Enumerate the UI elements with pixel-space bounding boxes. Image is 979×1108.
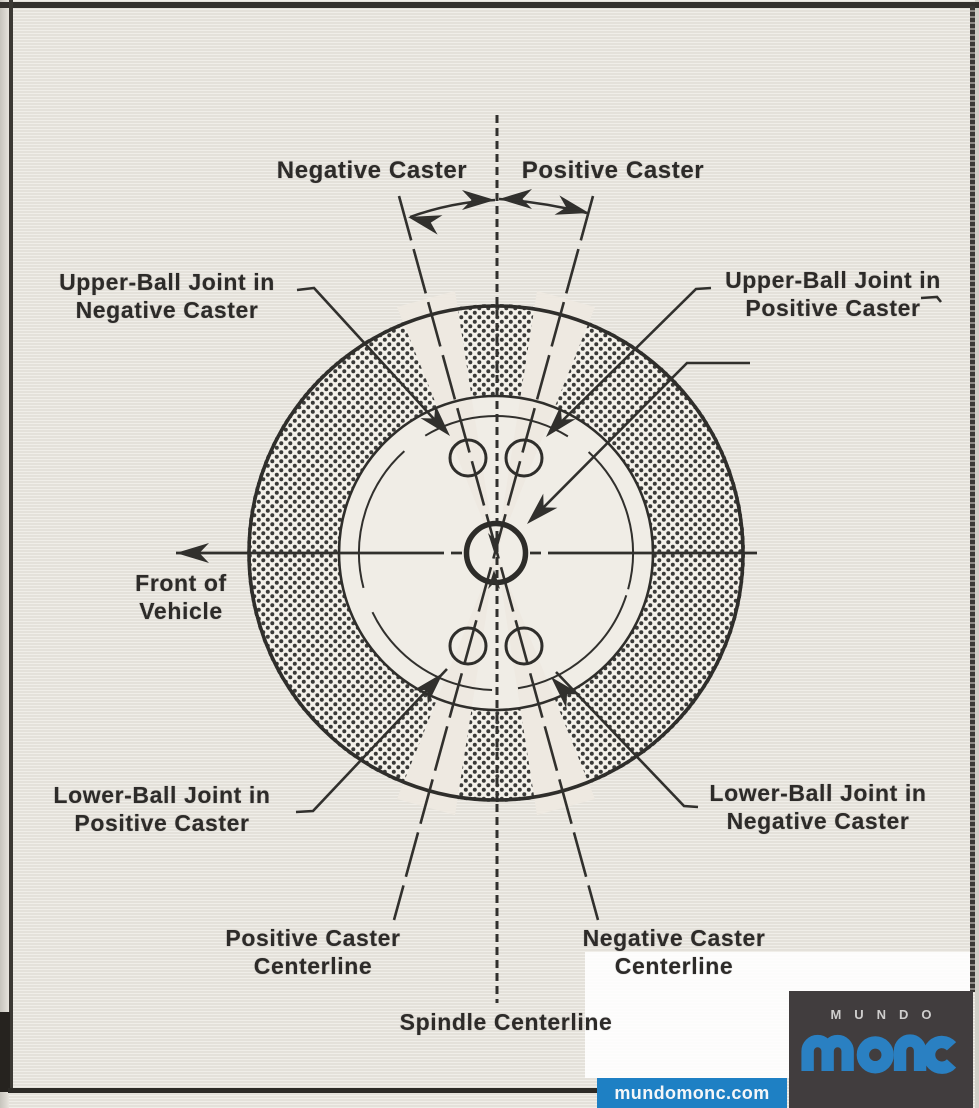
- label-upper-right-line1: Upper-Ball Joint in: [725, 267, 941, 293]
- label-front-line2: Vehicle: [139, 598, 223, 624]
- monc-letter-o: [863, 1042, 888, 1067]
- label-lower-left-line2: Positive Caster: [74, 810, 250, 836]
- label-lower-right-line2: Negative Caster: [726, 808, 910, 834]
- page-border-top: [0, 2, 979, 8]
- label-upper-left-line2: Negative Caster: [75, 297, 259, 323]
- label-lower-left: [53, 781, 270, 837]
- label-positive-caster-centerline: [225, 924, 400, 980]
- label-upper-right: [725, 266, 941, 322]
- mundomonc-url-bar: [597, 1078, 787, 1108]
- label-lower-left-line1: Lower-Ball Joint in: [53, 782, 271, 808]
- page-left-edge: [0, 0, 9, 1108]
- label-negative-caster: Negative Caster: [276, 157, 468, 184]
- page-border-left-thick: [0, 1012, 10, 1092]
- arc-arrow-inner-right: [499, 189, 532, 209]
- mundomonc-url-text: mundomonc.com: [614, 1082, 770, 1103]
- arc-arrow-inner-left: [462, 190, 495, 210]
- monc-letter-c: [929, 1042, 951, 1068]
- label-upper-left: [59, 268, 275, 324]
- label-spindle-centerline: Spindle Centerline: [399, 1009, 613, 1035]
- page-border-right: [970, 6, 975, 992]
- monc-logotype: [800, 1027, 962, 1077]
- logo-wordmark-mundo: MUNDO: [830, 1007, 945, 1022]
- label-upper-right-line2: Positive Caster: [745, 295, 921, 321]
- monc-letter-m: [808, 1041, 848, 1071]
- page-border-bottom: [8, 1088, 598, 1093]
- label-lower-right-line1: Lower-Ball Joint in: [709, 780, 927, 806]
- label-negative-caster-centerline: [583, 924, 766, 980]
- label-neg-centerline-line2: Centerline: [614, 953, 734, 979]
- label-lower-right: [709, 779, 926, 835]
- label-pos-centerline-line2: Centerline: [253, 953, 373, 979]
- label-pos-centerline-line1: Positive Caster: [225, 925, 401, 951]
- page-border-left: [9, 0, 13, 1090]
- label-positive-caster: Positive Caster: [521, 157, 705, 184]
- monc-letter-n: [900, 1041, 920, 1071]
- label-front-line1: Front of: [135, 570, 227, 596]
- mundo-monc-logo: [789, 991, 973, 1108]
- label-neg-centerline-line1: Negative Caster: [582, 925, 766, 951]
- page-right-edge: [975, 0, 979, 1108]
- label-front-of-vehicle: [135, 569, 227, 625]
- label-upper-left-line1: Upper-Ball Joint in: [59, 269, 275, 295]
